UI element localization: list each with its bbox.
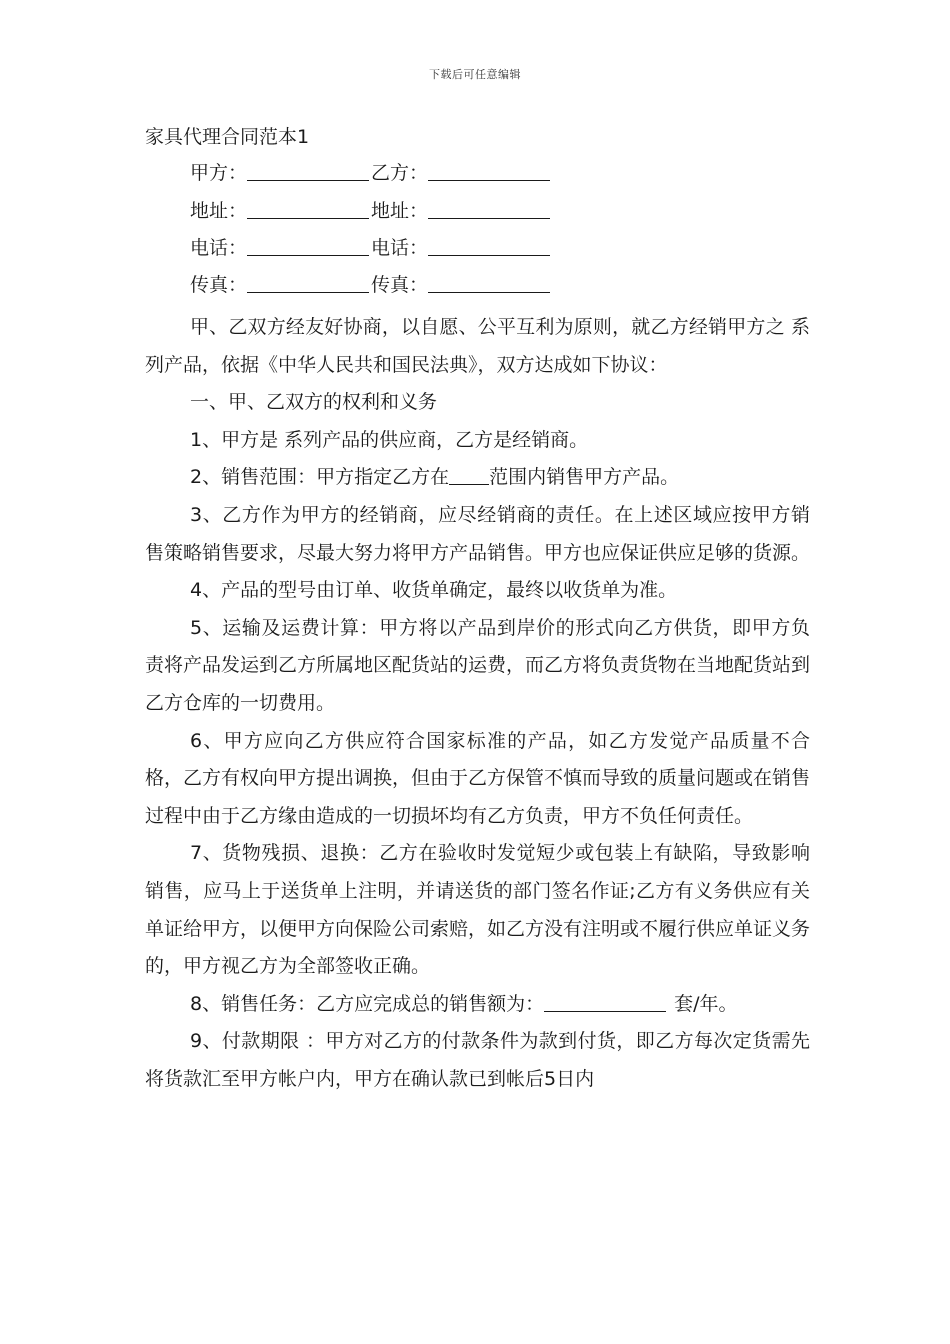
party-a-phone-label: 电话： [190, 237, 248, 259]
party-b-phone-label: 电话： [371, 237, 429, 259]
party-a-fax-blank[interactable] [247, 272, 369, 293]
clause-7: 7、货物残损、退换：乙方在验收时发觉短少或包装上有缺陷，导致影响销售，应马上于送货单上注明，并请送货的部门签名作证;乙方有义务供应有关单证给甲方，以便甲方向保险公司索赔，如乙方没有注明或不履行供应单证义务的，甲方视乙方为全部签收正确。 [145, 842, 811, 978]
intro-paragraph: 甲、乙双方经友好协商，以自愿、公平互利为原则，就乙方经销甲方之 系列产品，依据《中华人民共和国民法典》，双方达成如下协议： [145, 316, 810, 376]
clause-8 [145, 986, 810, 1024]
sales-region-blank[interactable] [449, 464, 489, 485]
party-a-label: 甲方： [190, 162, 248, 184]
contract-body [145, 309, 810, 1098]
party-a-name-blank[interactable] [247, 160, 369, 181]
clause-8-before: 8、销售任务：乙方应完成总的销售额为： [190, 992, 545, 1015]
clause-8-after: 套/年。 [668, 992, 738, 1015]
party-row-phone [190, 234, 552, 262]
party-b-fax-label: 传真： [371, 274, 429, 296]
party-row-fax [190, 271, 552, 299]
party-a-phone-blank[interactable] [247, 235, 369, 256]
clause-2 [145, 459, 810, 497]
clause-2-after: 范围内销售甲方产品。 [489, 466, 680, 489]
party-b-fax-blank[interactable] [428, 272, 550, 293]
party-a-address-label: 地址： [190, 200, 248, 222]
clause-5: 5、运输及运费计算：甲方将以产品到岸价的形式向乙方供货，即甲方负责将产品发运到乙方所属地区配货站的运费，而乙方将负责货物在当地配货站到乙方仓库的一切费用。 [145, 616, 811, 714]
party-b-phone-blank[interactable] [428, 235, 550, 256]
section-heading: 一、甲、乙双方的权利和义务 [190, 391, 438, 414]
party-a-address-blank[interactable] [247, 198, 369, 219]
party-b-label: 乙方： [371, 162, 429, 184]
party-row-name [190, 159, 552, 187]
clause-2-before: 2、销售范围：甲方指定乙方在 [190, 466, 450, 489]
party-row-address [190, 197, 552, 225]
clause-4: 4、产品的型号由订单、收货单确定，最终以收货单为准。 [190, 579, 678, 602]
party-b-address-blank[interactable] [428, 198, 550, 219]
clause-9: 9、付款期限 ：甲方对乙方的付款条件为款到付货，即乙方每次定货需先将货款汇至甲方帐户内，甲方在确认款已到帐后5日内 [145, 1030, 810, 1090]
clause-1: 1、甲方是 系列产品的供应商，乙方是经销商。 [190, 428, 589, 451]
clause-3: 3、乙方作为甲方的经销商，应尽经销商的责任。在上述区域应按甲方销售策略销售要求，尽最大努力将甲方产品销售。甲方也应保证供应足够的货源。 [145, 503, 811, 564]
party-a-fax-label: 传真： [190, 274, 248, 296]
clause-6: 6、甲方应向乙方供应符合国家标准的产品，如乙方发觉产品质量不合格，乙方有权向甲方提出调换，但由于乙方保管不慎而导致的质量问题或在销售过程中由于乙方缘由造成的一切损坏均有乙方负责，甲方不负任何责任。 [145, 729, 811, 827]
document-title: 家具代理合同范本1 [145, 126, 310, 148]
party-b-name-blank[interactable] [428, 160, 550, 181]
party-b-address-label: 地址： [371, 200, 429, 222]
sales-target-blank[interactable] [544, 991, 666, 1012]
header-note: 下载后可任意编辑 [429, 68, 521, 81]
